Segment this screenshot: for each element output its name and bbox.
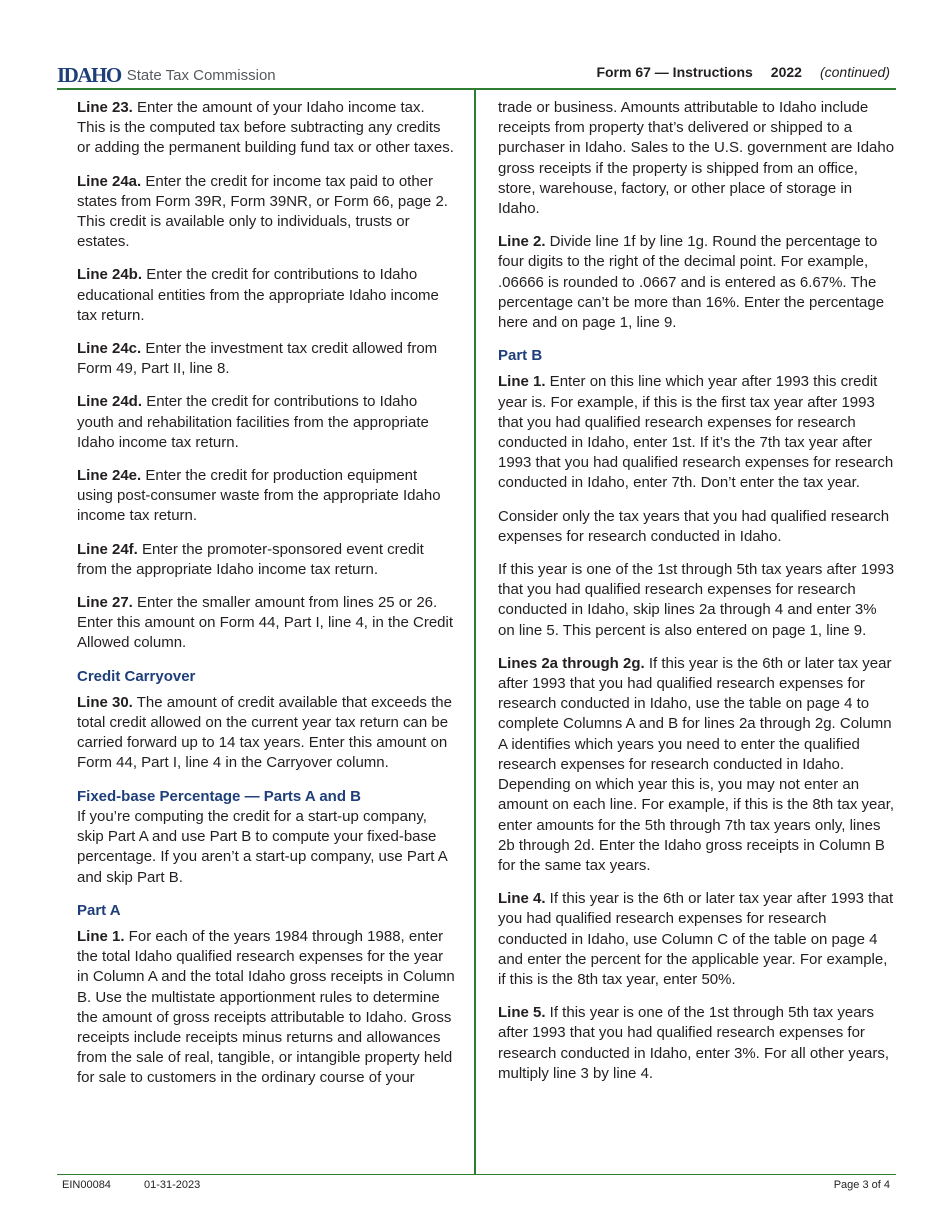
part-b-line-5-label: Line 5. bbox=[498, 1004, 546, 1022]
fixed-base-paragraph: If you’re computing the credit for a start-up company, skip Part A and use Part B to compute your fixed-base percentage. If you aren’t a start-up company, use Part A and skip Part B. bbox=[77, 807, 447, 886]
line-24d-paragraph bbox=[77, 392, 455, 453]
logo-text: State Tax Commission bbox=[126, 66, 276, 84]
revision-date: 01-31-2023 bbox=[144, 1179, 201, 1191]
credit-carryover-heading: Credit Carryover bbox=[77, 667, 196, 685]
line-24d-text: Enter the credit for contributions to Idaho youth and rehabilitation facilities from the appropriate Idaho income tax return. bbox=[77, 393, 429, 451]
continued-label: (continued) bbox=[819, 64, 890, 80]
part-b-heading: Part B bbox=[498, 347, 543, 365]
part-a-line-2-paragraph bbox=[498, 232, 896, 333]
line-24e-paragraph bbox=[77, 466, 455, 527]
part-a-line-1-label: Line 1. bbox=[77, 927, 125, 945]
page-header bbox=[57, 62, 896, 90]
line-24f-text: Enter the promoter-sponsored event credit from the appropriate Idaho income tax return. bbox=[77, 540, 424, 578]
part-a-line-1-paragraph bbox=[77, 927, 455, 1089]
line-24c-text: Enter the investment tax credit allowed from Form 49, Part II, line 8. bbox=[77, 340, 438, 378]
line-30-label: Line 30. bbox=[77, 693, 133, 711]
part-a-line-1-text: For each of the years 1984 through 1988, enter the total Idaho qualified research expenses for the year in Column A and the total Idaho gross receipts in Column B. Use the multistate apportionment rules to determine the amount of gross receipts attributable to Idaho. Gross receipts include receipts minus returns and allowances from the sale of real, tangible, or intangible property held for sale to customers in the ordinary course of your bbox=[77, 927, 455, 1087]
line-24b-text: Enter the credit for contributions to Idaho educational entities from the appropriate Idaho income tax return. bbox=[77, 266, 439, 324]
lines-2a-2g-text: If this year is the 6th or later tax year after 1993 that you had qualified research expenses for research conducted in Idaho, use the table on page 4 to complete Columns A and B for lines 2a through 2g. Column A identifies which years you need to enter the qualified research expenses for research conducted in Idaho. Depending on which year this is, you may not enter an amount on each line. For example, if this is the 8th tax year, enter amounts for the 5th through 7th tax years only, lines 2b through 2d. Enter the Idaho gross receipts in Column B for the same tax years. bbox=[498, 654, 895, 874]
line-27-paragraph bbox=[77, 593, 455, 654]
part-b-line-5-paragraph bbox=[498, 1003, 896, 1084]
right-column bbox=[498, 98, 896, 1097]
line-24b-paragraph bbox=[77, 265, 455, 326]
line-23-paragraph bbox=[77, 98, 455, 159]
lines-2a-2g-label: Lines 2a through 2g. bbox=[498, 654, 645, 672]
consider-paragraph: Consider only the tax years that you had qualified research expenses for research conducted in Idaho. bbox=[498, 507, 890, 545]
line-24a-label: Line 24a. bbox=[77, 172, 142, 190]
part-b-line-4-paragraph bbox=[498, 889, 896, 990]
line-24a-paragraph bbox=[77, 172, 455, 253]
fixed-base-heading: Fixed-base Percentage — Parts A and B bbox=[77, 787, 361, 805]
form-title-block bbox=[596, 64, 890, 80]
line-24b-label: Line 24b. bbox=[77, 266, 143, 284]
idaho-logo bbox=[57, 63, 276, 87]
part-b-line-4-label: Line 4. bbox=[498, 890, 546, 908]
part-a-line-2-label: Line 2. bbox=[498, 233, 546, 251]
part-b-line-1-label: Line 1. bbox=[498, 373, 546, 391]
line-23-text: Enter the amount of your Idaho income tax. This is the computed tax before subtracting any credits or adding the permanent building fund tax or other taxes. bbox=[77, 99, 454, 157]
line-27-label: Line 27. bbox=[77, 594, 133, 612]
line-30-paragraph bbox=[77, 693, 455, 774]
part-b-line-4-text: If this year is the 6th or later tax year after 1993 that you had qualified research expenses for research conducted in Idaho, use Column C of the table on page 4 and enter the percent for the applicable year. For example, if this is the 8th tax year, enter 50%. bbox=[498, 890, 894, 988]
first-five-years-paragraph: If this year is one of the 1st through 5th tax years after 1993 that you had qualified research expenses for research conducted in Idaho, skip lines 2a through 4 and enter 3% on line 5. This percent is also entered on page 1, line 9. bbox=[498, 561, 895, 639]
line-24e-text: Enter the credit for production equipment using post-consumer waste from the appropriate Idaho income tax return. bbox=[77, 467, 441, 525]
part-b-line-1-paragraph bbox=[498, 372, 896, 493]
line-24c-label: Line 24c. bbox=[77, 340, 142, 358]
line-24f-paragraph bbox=[77, 540, 455, 580]
line-24c-paragraph bbox=[77, 339, 455, 379]
lines-2a-2g-paragraph bbox=[498, 654, 896, 876]
part-a-heading: Part A bbox=[77, 901, 121, 919]
line-23-label: Line 23. bbox=[77, 99, 133, 116]
column-divider bbox=[474, 90, 476, 1174]
line-24f-label: Line 24f. bbox=[77, 540, 138, 558]
line-30-text: The amount of credit available that exceeds the total credit allowed on the current year tax return can be carried forward up to 14 tax years. Enter this amount on Form 44, Part I, line 4 in the Carryover column. bbox=[77, 693, 452, 772]
form-code: EIN00084 bbox=[62, 1179, 111, 1191]
part-b-line-1-text: Enter on this line which year after 1993 this credit year is. For example, if this is the first tax year after 1993 that you had qualified research expenses for research conducted in Idaho, enter 1st. If it’s the 7th tax year after 1993 that you had qualified research expenses for research conducted in Idaho, enter 7th. Don’t enter the tax year. bbox=[498, 373, 894, 492]
line-24e-label: Line 24e. bbox=[77, 467, 142, 485]
left-column bbox=[77, 98, 455, 1102]
part-a-continuation-paragraph: trade or business. Amounts attributable to Idaho include receipts from property that’s delivered or shipped to a purchaser in Idaho. Sales to the U.S. government are Idaho gross receipts if the property is shipped from an office, store, warehouse, factory, or other place of storage in Idaho. bbox=[498, 99, 895, 218]
line-24a-text: Enter the credit for income tax paid to other states from Form 39R, Form 39NR, or Form 66, page 2. This credit is available only to individuals, trusts or estates. bbox=[77, 172, 448, 251]
page-footer bbox=[57, 1174, 896, 1195]
part-b-line-5-text: If this year is one of the 1st through 5th tax years after 1993 that you had qualified research expenses for research conducted in Idaho, enter 3%. For all other years, multiply line 3 by line 4. bbox=[498, 1004, 890, 1082]
line-27-text: Enter the smaller amount from lines 25 or 26. Enter this amount on Form 44, Part I, line 4, in the Credit Allowed column. bbox=[77, 594, 454, 652]
part-a-line-2-text: Divide line 1f by line 1g. Round the percentage to four digits to the right of the decimal point. For example, .06666 is rounded to .0667 and is entered as 6.67%. The percentage can’t be more than 16%. Enter the percentage here and on page 1, line 9. bbox=[498, 233, 885, 332]
logo-mark: IDAHO bbox=[57, 62, 121, 87]
form-title: Form 67 — Instructions bbox=[596, 64, 753, 80]
line-24d-label: Line 24d. bbox=[77, 393, 143, 411]
form-year: 2022 bbox=[770, 64, 802, 80]
page-number: Page 3 of 4 bbox=[833, 1179, 890, 1191]
